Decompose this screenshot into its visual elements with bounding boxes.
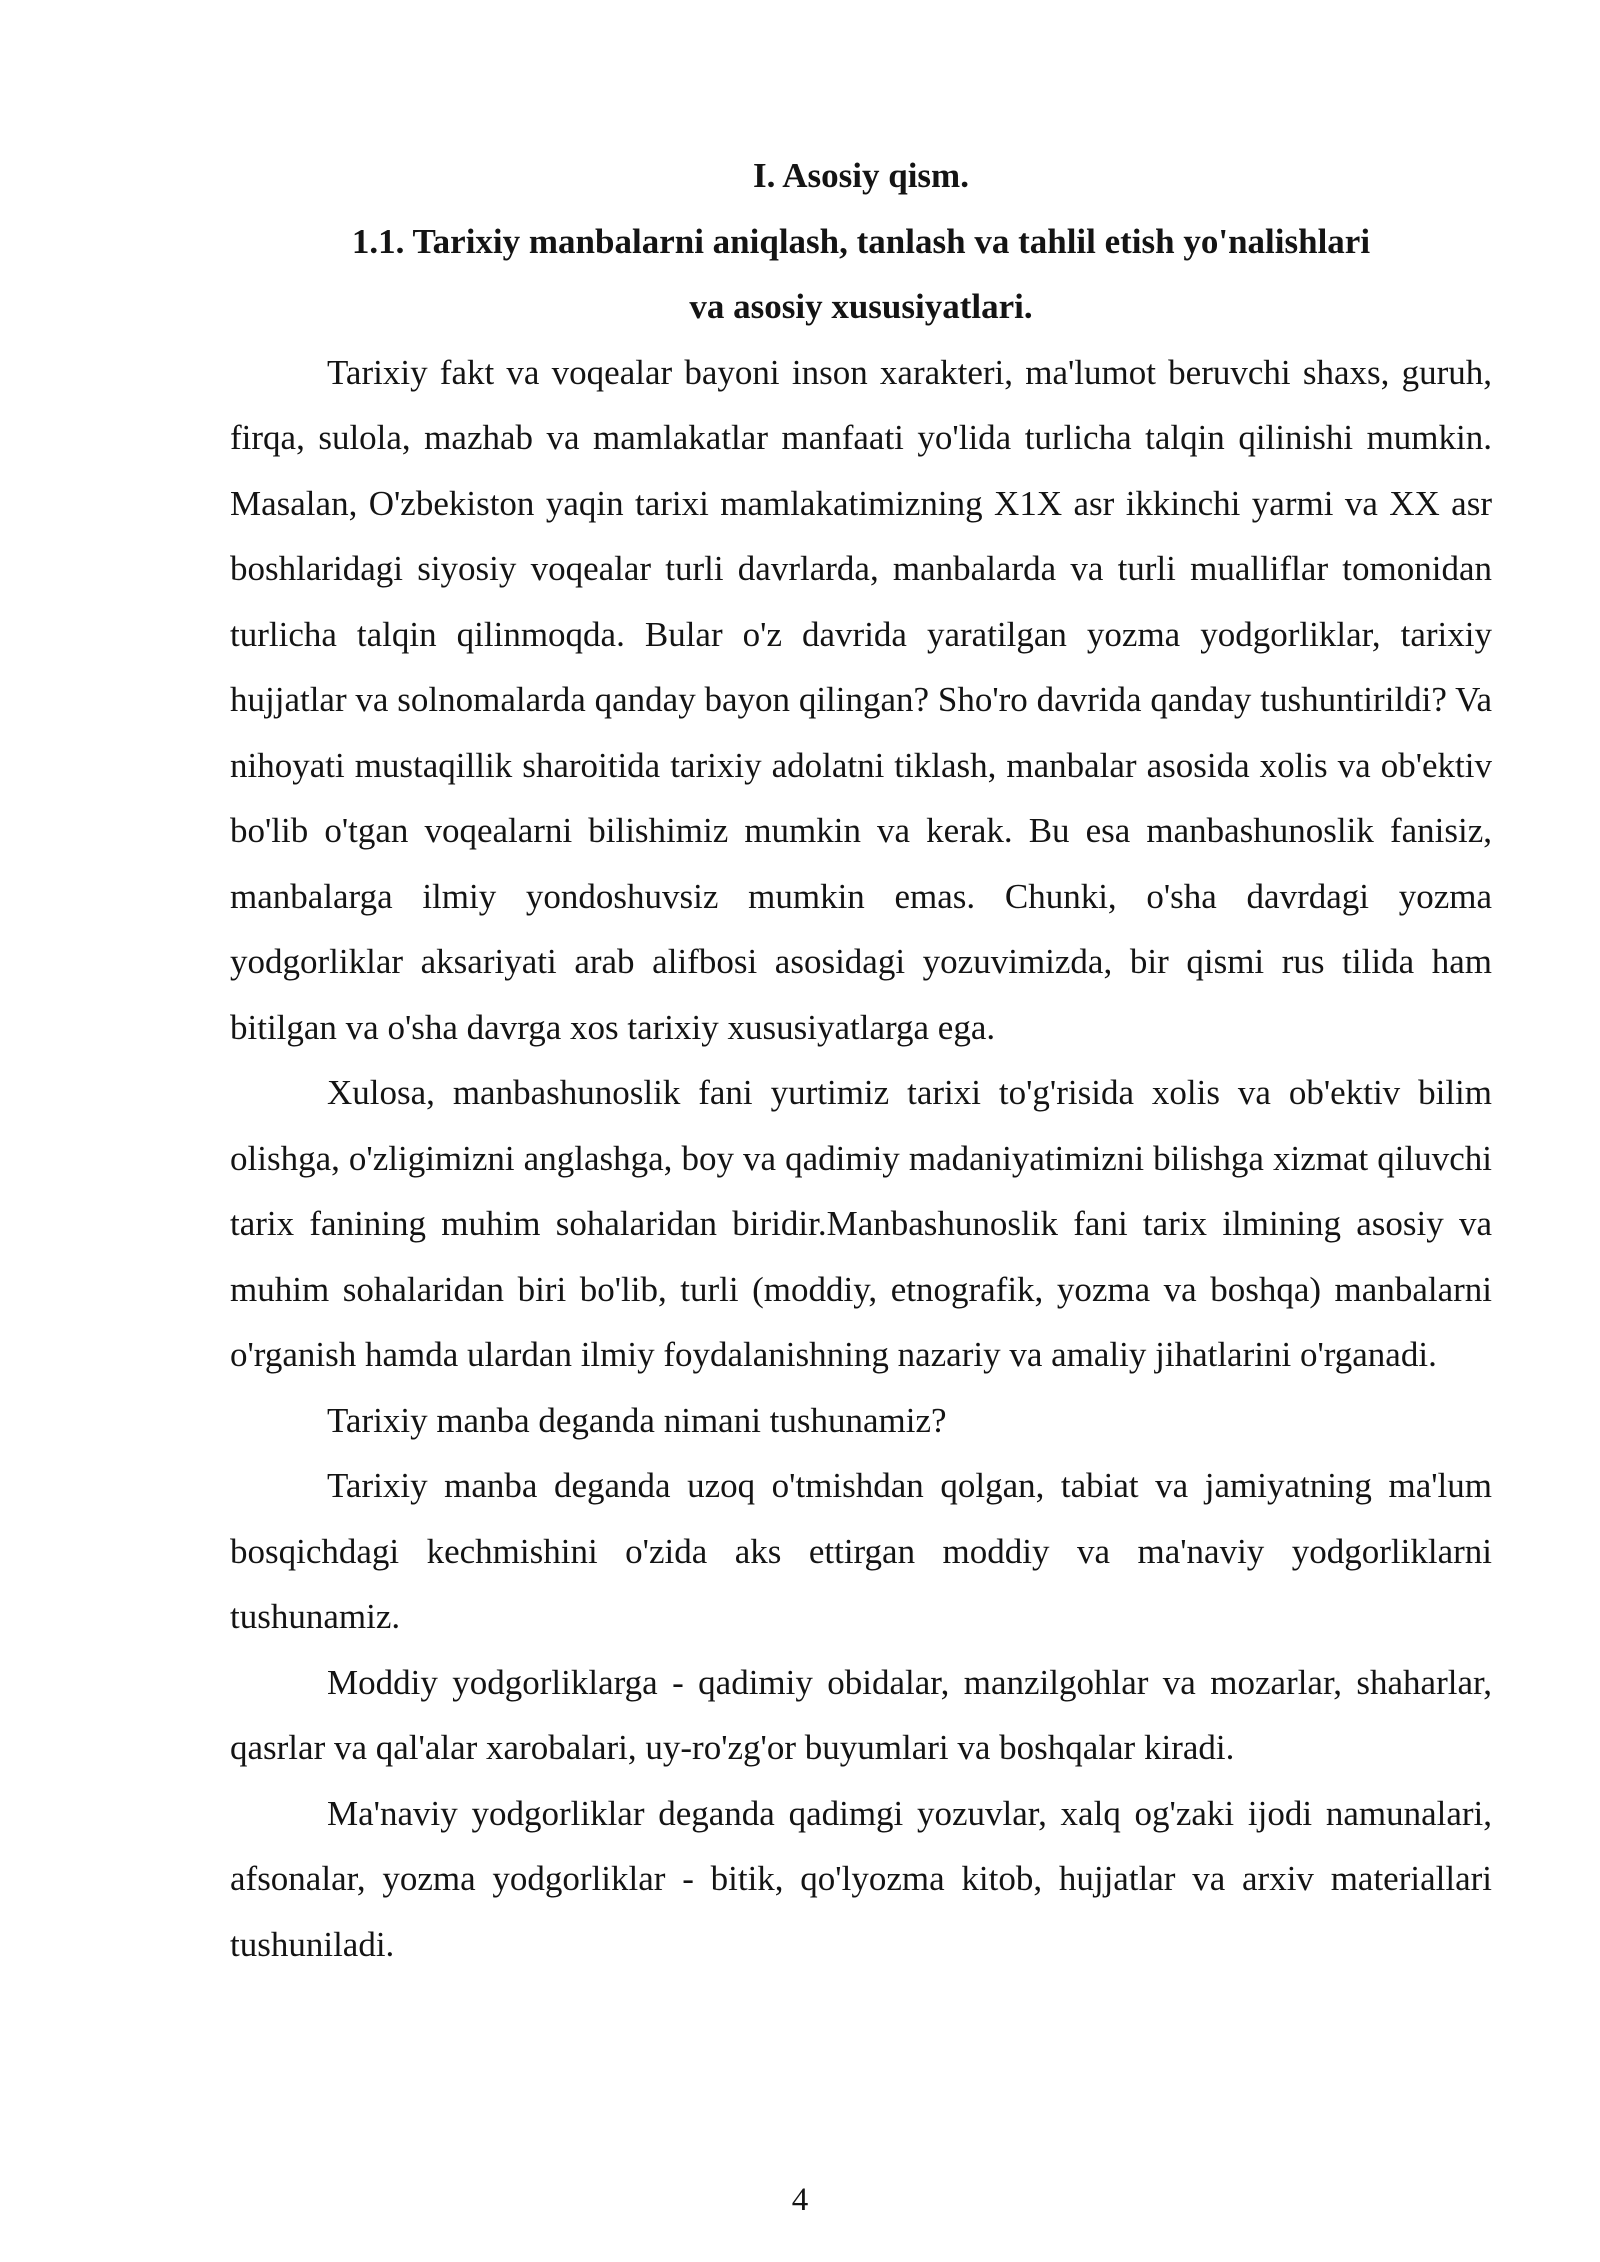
page-content (230, 143, 1492, 1977)
paragraph-definition: Tarixiy manba deganda uzoq o'tmishdan qolgan, tabiat va jamiyatning ma'lum bosqichdagi kechmishini o'zida aks ettirgan moddiy va ma'naviy yodgorliklarni tushunamiz. (230, 1466, 1492, 1636)
paragraph-intro: Tarixiy fakt va voqealar bayoni inson xarakteri, ma'lumot beruvchi shaxs, guruh, firqa, sulola, mazhab va mamlakatlar manfaati yo'lida turlicha talqin qilinishi mumkin. Masalan, O'zbekiston yaqin tarixi mamlakatimizning X1X asr ikkinchi yarmi va XX asr boshlaridagi siyosiy voqealar turli davrlarda, manbalarda va turli mualliflar tomonidan turlicha talqin qilinmoqda. Bular o'z davrida yaratilgan yozma yodgorliklar, tarixiy hujjatlar va solnomalarda qanday bayon qilingan? Sho'ro davrida qanday tushuntirildi? Va nihoyati mustaqillik sharoitida tarixiy adolatni tiklash, manbalar asosida xolis va ob'ektiv bo'lib o'tgan voqealarni bilishimiz mumkin va kerak. Bu esa manbashunoslik fanisiz, manbalarga ilmiy yondoshuvsiz mumkin emas. Chunki, o'sha davrdagi yozma yodgorliklar aksariyati arab alifbosi asosidagi yozuvimizda, bir qismi rus tilida ham bitilgan va o'sha davrga xos tarixiy xususiyatlarga ega. (230, 352, 1492, 1047)
page-number: 4 (791, 2182, 809, 2218)
subsection-heading-line-2: va asosiy xususiyatlari. (689, 287, 1033, 326)
subsection-heading-line-1: 1.1. Tarixiy manbalarni aniqlash, tanlash va tahlil etish yo'nalishlari (351, 221, 1371, 261)
section-heading: I. Asosiy qism. (753, 156, 969, 195)
paragraph-conclusion: Xulosa, manbashunoslik fani yurtimiz tarixi to'g'risida xolis va ob'ektiv bilim olishga, o'zligimizni anglashga, boy va qadimiy madaniyatimizni bilishga xizmat qiluvchi tarix fanining muhim sohalaridan biridir.Manbashunoslik fani tarix ilmining asosiy va muhim sohalaridan biri bo'lib, turli (moddiy, etnografik, yozma va boshqa) manbalarni o'rganish hamda ulardan ilmiy foydalanishning nazariy va amaliy jihatlarini o'rganadi. (230, 1073, 1492, 1374)
paragraph-question: Tarixiy manba deganda nimani tushunamiz? (327, 1400, 947, 1440)
paragraph-material-monuments: Moddiy yodgorliklarga - qadimiy obidalar, manzilgohlar va mozarlar, shaharlar, qasrlar va qal'alar xarobalari, uy-ro'zg'or buyumlari va boshqalar kiradi. (230, 1662, 1492, 1767)
paragraph-spiritual-monuments: Ma'naviy yodgorliklar deganda qadimgi yozuvlar, xalq og'zaki ijodi namunalari, afsonalar, yozma yodgorliklar - bitik, qo'lyozma kitob, hujjatlar va arxiv materiallari tushuniladi. (230, 1793, 1492, 1964)
